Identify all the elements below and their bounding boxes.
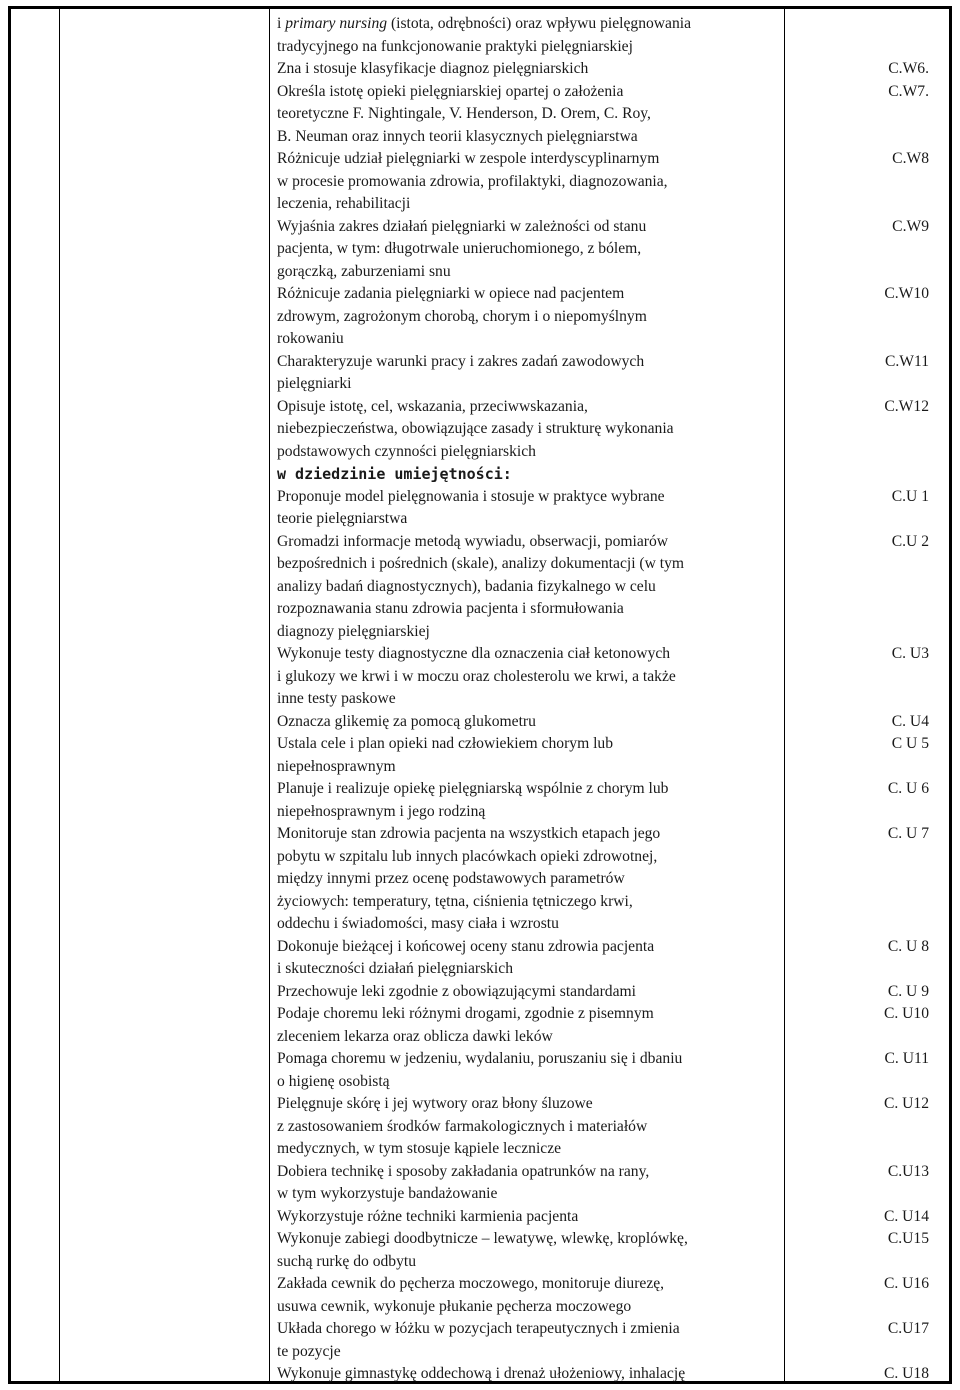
description-line: te pozycje	[277, 1342, 341, 1360]
description-line: Planuje i realizuje opiekę pielęgniarską wspólnie z chorym lub	[277, 780, 669, 797]
description-line: Wykorzystuje różne techniki karmienia pacjenta	[277, 1207, 579, 1225]
description-line: Dokonuje bieżącej i końcowej oceny stanu zdrowia pacjenta	[277, 937, 655, 955]
outcome-code: C. U18	[883, 1365, 929, 1382]
outcome-row	[277, 1161, 947, 1206]
outcome-description	[277, 1093, 777, 1161]
description-line: rozpoznawania stanu zdrowia pacjenta i sformułowania	[277, 600, 624, 617]
description-line: analizy badań diagnostycznych), badania fizykalnego w celu	[277, 577, 656, 595]
description-line: Wykonuje testy diagnostyczne dla oznaczenia ciał ketonowych	[277, 645, 671, 662]
outcome-code: C. U 6	[887, 780, 929, 797]
description-line: diagnozy pielęgniarskiej	[277, 622, 430, 640]
outcome-description	[277, 148, 777, 216]
description-line: suchą rurkę do odbytu	[277, 1252, 417, 1270]
outcome-description	[277, 643, 777, 711]
outcome-code: C.W11	[884, 352, 929, 370]
outcome-row	[277, 936, 947, 981]
description-line: Oznacza glikemię za pomocą glukometru	[277, 712, 536, 730]
outcome-code: C. U4	[891, 712, 929, 730]
outcome-description	[277, 13, 777, 58]
outcome-description	[277, 1048, 777, 1093]
description-line: Różnicuje udział pielęgniarki w zespole interdyscyplinarnym	[277, 150, 660, 167]
outcome-description	[277, 351, 777, 396]
description-line: między innymi przez ocenę podstawowych parametrów	[277, 870, 625, 887]
description-line: inne testy paskowe	[277, 690, 396, 707]
outcome-description	[277, 463, 777, 486]
outcome-row	[277, 283, 947, 351]
outcome-code: C. U3	[891, 645, 929, 662]
outcome-row	[277, 486, 947, 531]
description-line: życiowych: temperatury, tętna, ciśnienia tętniczego krwi,	[277, 892, 633, 910]
description-line: zleceniem lekarza oraz oblicza dawki leków	[277, 1027, 553, 1045]
outcome-row	[277, 1363, 947, 1386]
description-line: o higienę osobistą	[277, 1072, 390, 1090]
description-line: pobytu w szpitalu lub innych placówkach opieki zdrowotnej,	[277, 847, 658, 865]
outcome-description	[277, 711, 777, 734]
outcome-code: C.U13	[887, 1162, 929, 1180]
outcome-code: C.U15	[887, 1230, 929, 1247]
description-line: i glukozy we krwi i w moczu oraz cholesterolu we krwi, a także	[277, 667, 676, 685]
description-line: Pomaga choremu w jedzeniu, wydalaniu, poruszaniu się i dbaniu	[277, 1050, 683, 1067]
outcome-description	[277, 283, 777, 351]
outcome-code: C.U 2	[891, 532, 929, 550]
description-line: zdrowym, zagrożonym chorobą, chorym i o niepomyślnym	[277, 307, 647, 325]
outcome-row	[277, 216, 947, 284]
outcome-code: C.W8	[892, 150, 929, 167]
description-line: rokowaniu	[277, 330, 344, 347]
description-line: niepełnosprawnym i jego rodziną	[277, 802, 486, 820]
outcome-row	[277, 1206, 947, 1229]
description-line: i primary nursing (istota, odrębności) oraz wpływu pielęgnowania	[277, 15, 692, 32]
outcome-description	[277, 58, 777, 81]
description-line: teoretyczne F. Nightingale, V. Henderson, D. Orem, C. Roy,	[277, 105, 651, 122]
outcome-row	[277, 733, 947, 778]
description-line: gorączką, zaburzeniami snu	[277, 262, 451, 280]
outcome-description	[277, 1318, 777, 1363]
description-line: Dobiera technikę i sposoby zakładania opatrunków na rany,	[277, 1162, 650, 1180]
description-line: teorie pielęgniarstwa	[277, 510, 408, 527]
outcome-row	[277, 148, 947, 216]
description-line: tradycyjnego na funkcjonowanie praktyki pielęgniarskiej	[277, 37, 633, 55]
outcome-description	[277, 1003, 777, 1048]
description-line: podstawowych czynności pielęgniarskich	[277, 442, 536, 460]
description-line: Zakłada cewnik do pęcherza moczowego, monitoruje diurezę,	[277, 1275, 665, 1292]
description-line: usuwa cewnik, wykonuje płukanie pęcherza moczowego	[277, 1297, 632, 1315]
description-line: niepełnosprawnym	[277, 757, 396, 775]
outcome-code: C. U 7	[887, 825, 929, 842]
description-line: Charakteryzuje warunki pracy i zakres zadań zawodowych	[277, 352, 645, 370]
outcome-row	[277, 1273, 947, 1318]
outcome-description	[277, 1363, 777, 1386]
description-line: Różnicuje zadania pielęgniarki w opiece nad pacjentem	[277, 285, 625, 302]
outcome-row	[277, 1048, 947, 1093]
outcome-row	[277, 58, 947, 81]
description-line: Podaje choremu leki różnymi drogami, zgodnie z pisemnym	[277, 1005, 654, 1022]
outcome-description	[277, 396, 777, 464]
outcome-description	[277, 1273, 777, 1318]
description-line: i skuteczności działań pielęgniarskich	[277, 960, 513, 977]
outcome-code: C. U12	[883, 1095, 929, 1112]
description-line: Układa chorego w łóżku w pozycjach terapeutycznych i zmienia	[277, 1320, 680, 1337]
outcome-code: C.W12	[884, 397, 929, 415]
outcome-code: C.W7.	[888, 82, 929, 100]
description-line: Określa istotę opieki pielęgniarskiej opartej o założenia	[277, 82, 624, 100]
outcome-code: C.U17	[887, 1320, 929, 1337]
outcome-description	[277, 1228, 777, 1273]
outcome-row	[277, 643, 947, 711]
outcome-description	[277, 216, 777, 284]
outcome-description	[277, 936, 777, 981]
section-heading	[277, 463, 947, 486]
outcome-row	[277, 1093, 947, 1161]
outcome-row	[277, 1228, 947, 1273]
outcome-description	[277, 733, 777, 778]
description-line: niebezpieczeństwa, obowiązujące zasady i strukturę wykonania	[277, 420, 674, 437]
description-line: pielęgniarki	[277, 375, 352, 392]
outcome-row	[277, 396, 947, 464]
outcome-description	[277, 81, 777, 149]
description-line: Gromadzi informacje metodą wywiadu, obserwacji, pomiarów	[277, 532, 669, 550]
outcome-description	[277, 981, 777, 1004]
description-line: Monitoruje stan zdrowia pacjenta na wszystkich etapach jego	[277, 825, 661, 842]
outcome-description	[277, 486, 777, 531]
description-line: w procesie promowania zdrowia, profilaktyki, diagnozowania,	[277, 172, 668, 190]
learning-outcomes-list	[277, 13, 947, 1386]
description-line: Zna i stosuje klasyfikacje diagnoz pielęgniarskich	[277, 60, 589, 77]
document-table	[8, 6, 952, 1384]
column-divider	[269, 9, 270, 1381]
description-line: w dziedzinie umiejętności:	[277, 465, 512, 483]
outcome-code: C. U 8	[887, 937, 929, 955]
description-line: medycznych, w tym stosuje kąpiele lecznicze	[277, 1140, 562, 1157]
outcome-row	[277, 81, 947, 149]
outcome-code: C. U10	[883, 1005, 929, 1022]
outcome-row	[277, 711, 947, 734]
outcome-row	[277, 1003, 947, 1048]
description-line: B. Neuman oraz innych teorii klasycznych pielęgniarstwa	[277, 127, 638, 145]
outcome-row	[277, 531, 947, 644]
description-line: Opisuje istotę, cel, wskazania, przeciwwskazania,	[277, 397, 588, 415]
description-line: Proponuje model pielęgnowania i stosuje w praktyce wybrane	[277, 487, 665, 505]
description-line: Wyjaśnia zakres działań pielęgniarki w zależności od stanu	[277, 217, 647, 235]
outcome-code: C. U14	[883, 1207, 929, 1225]
description-line: w tym wykorzystuje bandażowanie	[277, 1185, 498, 1202]
description-line: leczenia, rehabilitacji	[277, 195, 411, 212]
description-line: Wykonuje gimnastykę oddechową i drenaż ułożeniowy, inhalację	[277, 1365, 686, 1382]
description-line: Pielęgnuje skórę i jej wytwory oraz błony śluzowe	[277, 1095, 593, 1112]
outcome-code: C. U 9	[887, 982, 929, 1000]
column-divider	[59, 9, 60, 1381]
outcome-description	[277, 531, 777, 644]
outcome-description	[277, 778, 777, 823]
outcome-row	[277, 778, 947, 823]
outcome-code: C U 5	[891, 735, 929, 752]
outcome-code: C. U16	[883, 1275, 929, 1292]
outcome-row	[277, 13, 947, 58]
description-line: oddechu i świadomości, masy ciała i wzrostu	[277, 915, 559, 932]
outcome-code: C. U11	[884, 1050, 929, 1067]
description-line: bezpośrednich i pośrednich (skale), analizy dokumentacji (w tym	[277, 555, 685, 572]
outcome-code: C.U 1	[891, 487, 929, 505]
outcome-code: C.W9	[892, 217, 929, 235]
outcome-row	[277, 981, 947, 1004]
outcome-description	[277, 823, 777, 936]
description-line: pacjenta, w tym: długotrwale unieruchomionego, z bólem,	[277, 240, 642, 257]
description-line: Wykonuje zabiegi doodbytnicze – lewatywę, wlewkę, kroplówkę,	[277, 1230, 688, 1247]
outcome-row	[277, 823, 947, 936]
outcome-row	[277, 1318, 947, 1363]
outcome-code: C.W6.	[888, 60, 929, 77]
outcome-code: C.W10	[884, 285, 929, 302]
description-line: Ustala cele i plan opieki nad człowiekiem chorym lub	[277, 735, 614, 752]
outcome-description	[277, 1206, 777, 1229]
outcome-row	[277, 351, 947, 396]
description-line: z zastosowaniem środków farmakologicznych i materiałów	[277, 1117, 648, 1135]
description-line: Przechowuje leki zgodnie z obowiązującymi standardami	[277, 982, 636, 1000]
outcome-description	[277, 1161, 777, 1206]
